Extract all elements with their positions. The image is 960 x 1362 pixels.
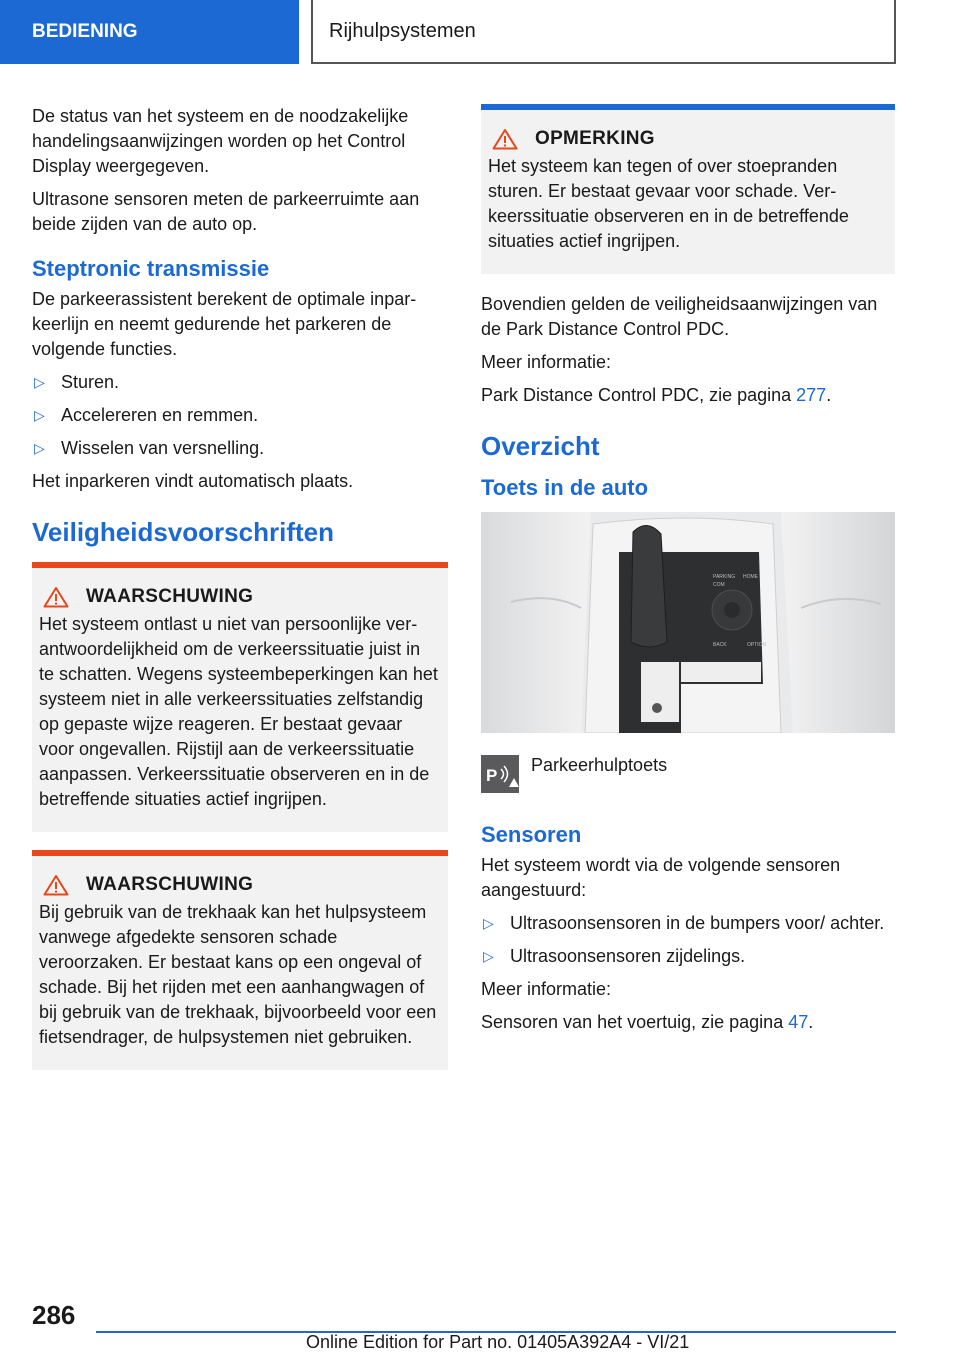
warning-triangle-icon [492,128,518,150]
sensors-paragraph: Het systeem wordt via de volgende sensoren aangestuurd: [481,855,841,900]
list-item: ▷ Ultrasoonsensoren in de bumpers voor/ achter. [481,911,895,936]
list-item: ▷ Accelereren en remmen. [32,403,448,428]
page-link-47[interactable]: 47 [788,1012,809,1032]
safety-heading: Veiligheidsvoorschriften [32,517,334,547]
sensor-list [481,911,895,969]
list-item: ▷ Wisselen van versnelling. [32,436,448,461]
note-text: Het systeem kan tegen of over stoepranden sturen. Er bestaat gevaar voor schade. Verkeerssituatie observeren en in de betreffende situaties actief ingrijpen. [488,156,849,251]
warning-box-2 [32,850,448,1070]
note-title: OPMERKING [535,128,655,149]
steptronic-paragraph: De parkeerassistent berekent de optimale inparkeerlijn en neemt gedurende het parkeren de volgende functies. [32,289,417,359]
pdc-paragraph: Bovendien gelden de veiligheidsaanwijzingen van de Park Distance Control PDC. [481,294,878,339]
more-info-label: Meer informatie: [481,352,612,372]
warning-triangle-icon [43,586,69,608]
function-list [32,370,448,461]
center-console-photo [481,512,895,733]
edition-text: Online Edition for Part no. 01405A392A4 - VI/21 [306,1332,690,1352]
pdc-reference: Park Distance Control PDC, zie pagina 277. [481,385,832,405]
warning-box-1 [32,562,448,832]
right-column [481,104,895,1043]
warning-triangle-icon [43,874,69,896]
left-column [32,104,448,1088]
page-link-277[interactable]: 277 [796,385,827,405]
svg-text:P: P [486,766,498,785]
triangle-bullet-icon: ▷ [34,407,45,423]
triangle-bullet-icon: ▷ [483,948,494,964]
list-item: ▷ Sturen. [32,370,448,395]
overview-heading: Overzicht [481,431,600,461]
parking-assist-icon [481,755,519,793]
parking-button-legend [481,753,895,793]
photo-label-option: OPTION [747,642,767,648]
warning-title: WAARSCHUWING [86,586,254,607]
sensors-heading: Sensoren [481,822,582,847]
intro-paragraph-2: Ultrasone sensoren meten de parkeerruimte aan beide zijden van de auto op. [32,189,420,234]
page-number: 286 [32,1300,76,1330]
triangle-bullet-icon: ▷ [34,374,45,390]
photo-label-parking: PARKING [713,574,736,580]
photo-label-back: BACK [713,642,727,648]
more-info-label: Meer informatie: [481,979,612,999]
sensor-reference: Sensoren van het voertuig, zie pagina 47. [481,1012,814,1032]
after-list-paragraph: Het inparkeren vindt automatisch plaats. [32,471,354,491]
triangle-bullet-icon: ▷ [483,915,494,931]
chapter-title: Rijhulpsystemen [311,0,896,64]
warning-text: Het systeem ontlast u niet van persoonlijke verantwoordelijkheid om de verkeerssituatie juist in te schatten. Wegens systeembeperkingen kan het systeem niet in alle verkeerssituaties zelfstandig op gepaste wijze reageren. Er bestaat gevaar voor ongevallen. Rijstijl aan de verkeerssituatie aanpassen. Verkeerssituatie observeren en in de betreffende situaties actief ingrijpen. [39,614,438,809]
steptronic-heading: Steptronic transmissie [32,256,270,281]
photo-label-com: COM [713,582,725,588]
button-heading: Toets in de auto [481,475,649,500]
parking-button-label: Parkeerhulptoets [531,755,668,775]
warning-text: Bij gebruik van de trekhaak kan het hulpsysteem vanwege afgedekte sensoren schade veroorzaken. Er bestaat kans op een ongeval of schade. Bij het rijden met een aanhangwagen of bij gebruik van de trekhaak, bijvoorbeeld voor een fietsendrager, de hulpsystemen niet gebruiken. [39,902,437,1047]
section-tab: BEDIENING [0,0,299,64]
note-box [481,104,895,274]
warning-title: WAARSCHUWING [86,874,254,895]
list-item: ▷ Ultrasoonsensoren zijdelings. [481,944,895,969]
photo-label-home: HOME [743,574,758,580]
intro-paragraph-1: De status van het systeem en de noodzakelijke handelingsaanwijzingen worden op het Control Display weergegeven. [32,106,409,176]
triangle-bullet-icon: ▷ [34,440,45,456]
